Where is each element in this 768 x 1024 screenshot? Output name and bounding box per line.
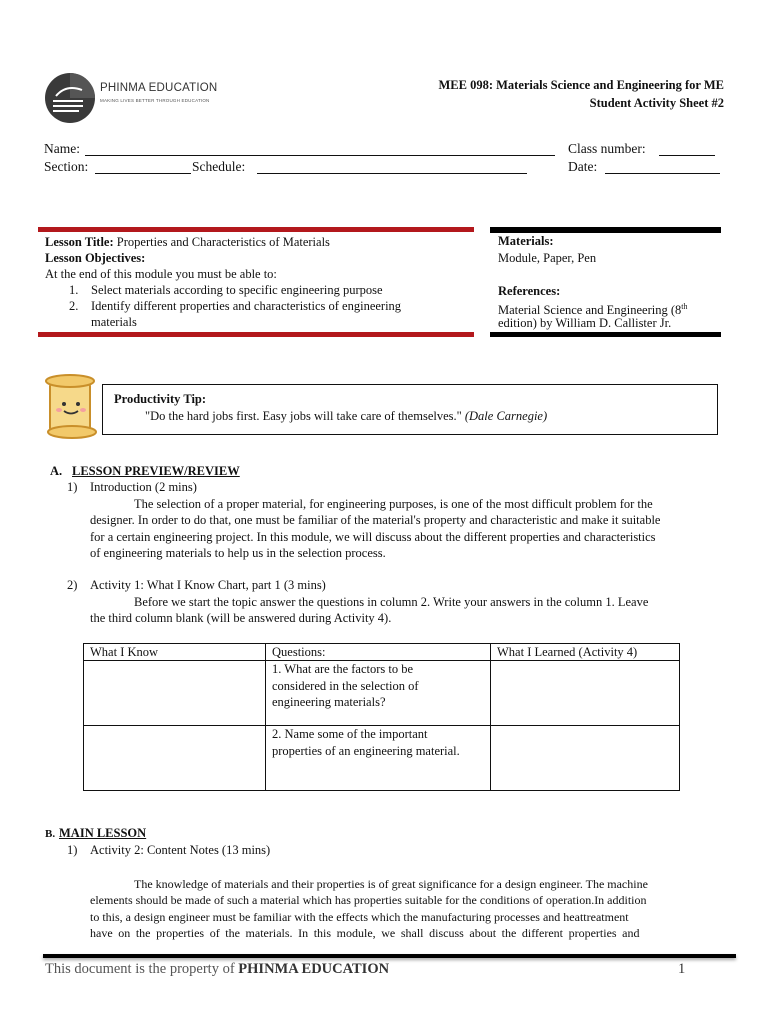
logo-emblem-icon xyxy=(44,70,98,126)
objectives-label: Lesson Objectives: xyxy=(45,251,146,265)
item-a2-title: Activity 1: What I Know Chart, part 1 (3 mins) xyxy=(90,578,326,592)
objectives-intro: At the end of this module you must be able to: xyxy=(45,267,277,281)
tip-label: Productivity Tip: xyxy=(114,392,207,406)
class-number-field[interactable] xyxy=(659,142,715,156)
table-header: Questions: xyxy=(266,644,491,661)
content-notes-paragraph xyxy=(90,876,720,941)
answer-cell-know-1[interactable] xyxy=(84,661,266,726)
date-label: Date: xyxy=(568,159,598,174)
page-number: 1 xyxy=(678,961,686,977)
objective-2: Identify different properties and characteristics of engineering xyxy=(91,299,402,313)
intro-paragraph xyxy=(90,496,720,561)
objective-1: Select materials according to specific engineering purpose xyxy=(91,283,383,297)
content-line: to this, a design engineer must be familiar with the effects which the manufacturing processes and heattreatment xyxy=(90,909,629,924)
scroll-icon xyxy=(42,372,102,440)
schedule-label: Schedule: xyxy=(192,159,246,174)
course-title: MEE 098: Materials Science and Engineering for ME xyxy=(438,78,724,92)
lesson-title-row xyxy=(45,234,330,250)
question-line: properties of an engineering material. xyxy=(272,743,460,758)
content-line: have on the properties of the materials. In this module, we shall discuss about the different properties and xyxy=(90,925,640,940)
phinma-logo xyxy=(44,70,218,126)
schedule-field[interactable] xyxy=(257,160,527,174)
reference-text: Material Science and Engineering (8 xyxy=(498,303,682,318)
tip-author: (Dale Carnegie) xyxy=(464,409,548,423)
intro-line: designer. In order to do that, one must be familiar of the material's property and characteristic and make it suitable xyxy=(90,513,661,528)
activity1-line: Before we start the topic answer the questions in column 2. Write your answers in the column 1. Leave xyxy=(134,595,649,609)
answer-cell-learned-2[interactable] xyxy=(491,726,680,791)
intro-line: The selection of a proper material, for engineering purposes, is one of the most difficult problem for the xyxy=(134,497,653,511)
tip-quote-row xyxy=(145,408,547,424)
materials-bottom-bar xyxy=(490,332,721,337)
question-line: engineering materials? xyxy=(272,694,386,709)
content-line: The knowledge of materials and their properties is of great significance for a design engineer. The machine xyxy=(134,877,648,891)
objective-1-num: 1. xyxy=(69,283,79,297)
item-a1-title: Introduction (2 mins) xyxy=(90,480,197,494)
question-line: 2. Name some of the important xyxy=(272,727,428,742)
table-header: What I Know xyxy=(84,644,266,661)
class-number-label: Class number: xyxy=(568,141,646,156)
question-line: 1. What are the factors to be xyxy=(272,662,414,677)
footer-org: PHINMA EDUCATION xyxy=(238,961,390,977)
item-a1-num: 1) xyxy=(67,480,78,494)
table-header-row xyxy=(84,644,680,661)
table-row xyxy=(84,726,680,791)
content-line: elements should be made of such a material which has properties suitable for the conditions of operation.In addition xyxy=(90,893,647,908)
section-label: Section: xyxy=(44,159,89,174)
footer-text xyxy=(45,961,389,978)
tip-quote: "Do the hard jobs first. Easy jobs will take care of themselves." xyxy=(145,409,462,423)
item-b1-num: 1) xyxy=(67,843,78,857)
section-a-letter: A. xyxy=(50,464,63,478)
intro-line: for a certain engineering project. In this module, we will discuss about the different properties and characteristics xyxy=(90,529,656,544)
sheet-title: Student Activity Sheet #2 xyxy=(589,96,724,110)
name-label: Name: xyxy=(44,141,80,156)
item-b1-title: Activity 2: Content Notes (13 mins) xyxy=(90,843,271,857)
logo-name: PHINMA EDUCATION xyxy=(100,82,218,94)
activity1-paragraph xyxy=(90,594,720,627)
question-cell-1 xyxy=(266,661,491,726)
objective-2-cont: materials xyxy=(91,315,137,329)
section-b-letter: B. xyxy=(45,828,56,840)
item-a2-num: 2) xyxy=(67,578,78,592)
answer-cell-learned-1[interactable] xyxy=(491,661,680,726)
section-field[interactable] xyxy=(95,160,191,174)
table-header: What I Learned (Activity 4) xyxy=(491,644,680,661)
date-field[interactable] xyxy=(605,160,720,174)
lesson-title: Properties and Characteristics of Materials xyxy=(113,235,330,249)
table-row xyxy=(84,661,680,726)
references-label: References: xyxy=(498,284,561,298)
lesson-top-bar xyxy=(38,227,474,232)
section-b-title: MAIN LESSON xyxy=(59,826,147,840)
intro-line: of engineering materials to help us in the selection process. xyxy=(90,545,386,560)
objective-2-num: 2. xyxy=(69,299,79,313)
question-line: considered in the selection of xyxy=(272,678,419,693)
reference-line-2: edition) by William D. Callister Jr. xyxy=(498,316,672,330)
lesson-bottom-bar xyxy=(38,332,474,337)
materials-label: Materials: xyxy=(498,234,554,248)
footer-divider xyxy=(43,954,736,958)
what-i-know-table xyxy=(83,643,680,791)
name-field[interactable] xyxy=(85,142,555,156)
materials-value: Module, Paper, Pen xyxy=(498,251,597,265)
footer-label: This document is the property of xyxy=(45,961,239,977)
lesson-title-label: Lesson Title: xyxy=(45,235,114,249)
answer-cell-know-2[interactable] xyxy=(84,726,266,791)
reference-edition-sup: th xyxy=(681,302,688,311)
activity1-line: the third column blank (will be answered during Activity 4). xyxy=(90,611,392,626)
logo-tagline: MAKING LIVES BETTER THROUGH EDUCATION xyxy=(100,98,210,103)
section-a-title: LESSON PREVIEW/REVIEW xyxy=(72,464,240,478)
question-cell-2 xyxy=(266,726,491,791)
